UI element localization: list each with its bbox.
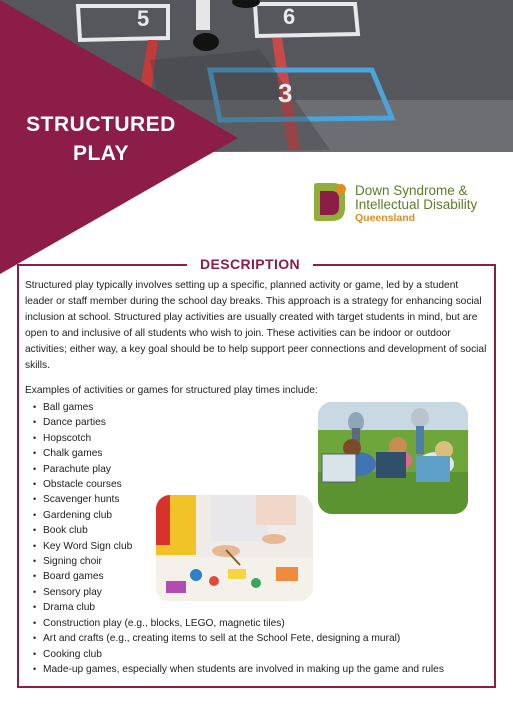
activity-text: Book club	[43, 525, 88, 537]
activity-text: Parachute play	[43, 463, 111, 475]
activity-text: Drama club	[43, 602, 96, 614]
page-title	[12, 110, 190, 168]
hopscotch-number-5: 5	[137, 6, 150, 31]
bullet-icon: •	[33, 525, 37, 536]
activity-list-item	[33, 600, 493, 615]
activity-text: Hopscotch	[43, 432, 92, 444]
activity-text: Scavenger hunts	[43, 494, 120, 506]
children-reading-image	[318, 402, 468, 514]
activity-list-item	[33, 647, 493, 662]
activity-text: Construction play (e.g., blocks, LEGO, magnetic tiles)	[43, 617, 285, 629]
bullet-icon: •	[33, 602, 37, 613]
description-paragraph: Structured play typically involves setting up a specific, planned activity or game, led by a student leader or staff member during the school day breaks. This approach is a strategy for enhancing social inclusion at school. Structured play activities are usually created with target students in mind, but are open to and inclusive of all students who wish to join. These activities can be indoor or outdoor activities; either way, a key goal should be to help support peer connections and development of social skills.	[25, 280, 487, 371]
bullet-icon: •	[33, 448, 37, 459]
activity-text: Obstacle courses	[43, 479, 122, 491]
bullet-icon: •	[33, 402, 37, 412]
hopscotch-number-6: 6	[283, 4, 296, 29]
dsdq-logo	[311, 182, 501, 224]
bullet-icon: •	[33, 479, 37, 490]
bullet-icon: •	[33, 648, 37, 659]
activity-text: Art and crafts (e.g., creating items to sell at the School Fete, designing a mural)	[43, 633, 401, 645]
bullet-icon: •	[33, 540, 37, 551]
bullet-icon: •	[33, 509, 37, 520]
logo-text-line3: Queensland	[355, 212, 416, 224]
children-reading-photo	[318, 402, 468, 514]
activity-text: Dance parties	[43, 417, 106, 429]
activity-text: Signing choir	[43, 556, 102, 568]
page-title-line2: PLAY	[72, 142, 130, 165]
bullet-icon: •	[33, 633, 37, 644]
logo-text-line1: Down Syndrome &	[355, 183, 468, 198]
bullet-icon: •	[33, 432, 37, 443]
bullet-icon: •	[33, 571, 37, 582]
activity-text: Made-up games, especially when students are involved in making up the game and rules	[43, 663, 444, 675]
bullet-icon: •	[33, 617, 37, 628]
activity-text: Board games	[43, 571, 104, 583]
dsdq-logo-mark-icon	[311, 182, 351, 222]
bullet-icon: •	[33, 556, 37, 567]
activity-text: Cooking club	[43, 648, 102, 660]
hopscotch-number-3: 3	[278, 78, 293, 108]
craft-activity-image	[156, 495, 313, 601]
bullet-icon: •	[33, 417, 37, 428]
activity-list-item	[33, 631, 493, 646]
craft-activity-photo	[156, 495, 313, 601]
bullet-icon: •	[33, 463, 37, 474]
activity-text: Chalk games	[43, 448, 103, 460]
activity-text: Sensory play	[43, 586, 102, 598]
bullet-icon: •	[33, 494, 37, 505]
page-title-line1: STRUCTURED	[26, 113, 176, 136]
activity-text: Ball games	[43, 402, 94, 413]
activity-text: Gardening club	[43, 509, 113, 521]
activity-text: Key Word Sign club	[43, 540, 133, 552]
activity-list-item	[33, 616, 493, 631]
bullet-icon: •	[33, 586, 37, 597]
logo-text-line2: Intellectual Disability	[355, 197, 478, 212]
description-heading: DESCRIPTION	[187, 255, 313, 273]
examples-intro: Examples of activities or games for structured play times include:	[25, 385, 318, 396]
bullet-icon: •	[33, 663, 37, 674]
activity-list-item	[33, 662, 493, 677]
